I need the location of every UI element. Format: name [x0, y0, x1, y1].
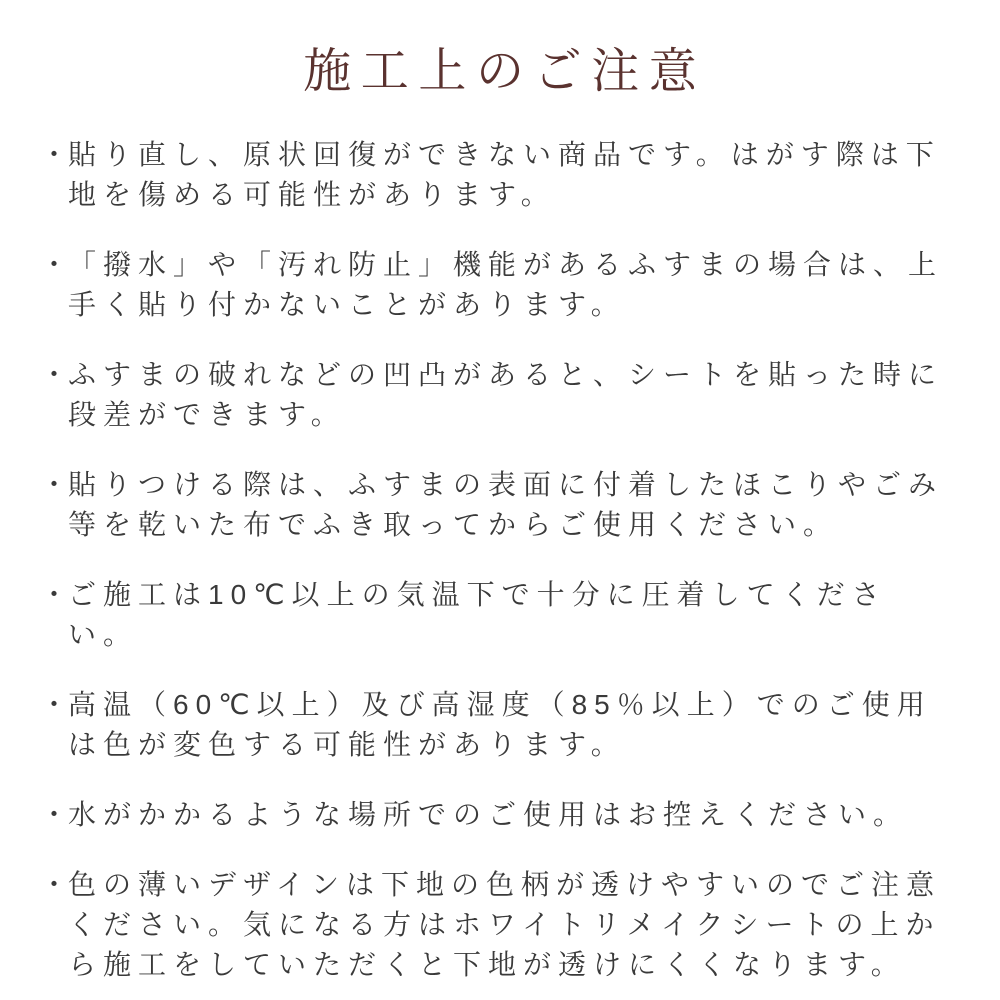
- note-item: [40, 465, 954, 545]
- bullet-marker: ・: [40, 359, 69, 391]
- notes-list: [0, 135, 1000, 985]
- note-text: 水がかかるような場所でのご使用はお控えください。: [68, 799, 909, 831]
- note-item: [40, 795, 954, 835]
- bullet-marker: ・: [40, 249, 69, 281]
- note-item: [40, 355, 954, 435]
- note-text: 貼りつける際は、ふすまの表面に付着したほこりやごみ等を乾いた布でふき取ってからご使用ください。: [68, 469, 944, 541]
- bullet-marker: ・: [40, 689, 69, 721]
- note-item: [40, 575, 954, 655]
- note-item: [40, 135, 954, 215]
- note-item: [40, 245, 954, 325]
- page-title: 施工上のご注意: [303, 45, 707, 98]
- bullet-marker: ・: [40, 869, 69, 901]
- bullet-marker: ・: [40, 579, 69, 611]
- note-text: 色の薄いデザインは下地の色柄が透けやすいのでご注意ください。気になる方はホワイトリメイクシートの上から施工をしていただくと下地が透けにくくなります。: [68, 869, 942, 981]
- note-text: 貼り直し、原状回復ができない商品です。はがす際は下地を傷める可能性があります。: [68, 139, 941, 211]
- note-item: [40, 685, 954, 765]
- notice-page: [0, 44, 1000, 1000]
- note-text: 高温（60℃以上）及び高湿度（85％以上）でのご使用は色が変色する可能性があります。: [68, 689, 932, 761]
- bullet-marker: ・: [40, 469, 69, 501]
- note-text: ふすまの破れなどの凹凸があると、シートを貼った時に段差ができます。: [68, 359, 944, 431]
- bullet-marker: ・: [40, 799, 69, 831]
- note-item: [40, 865, 954, 985]
- note-text: ご施工は10℃以上の気温下で十分に圧着してください。: [68, 579, 887, 651]
- note-text: 「撥水」や「汚れ防止」機能があるふすまの場合は、上手く貼り付かないことがあります。: [68, 249, 944, 321]
- bullet-marker: ・: [40, 139, 69, 171]
